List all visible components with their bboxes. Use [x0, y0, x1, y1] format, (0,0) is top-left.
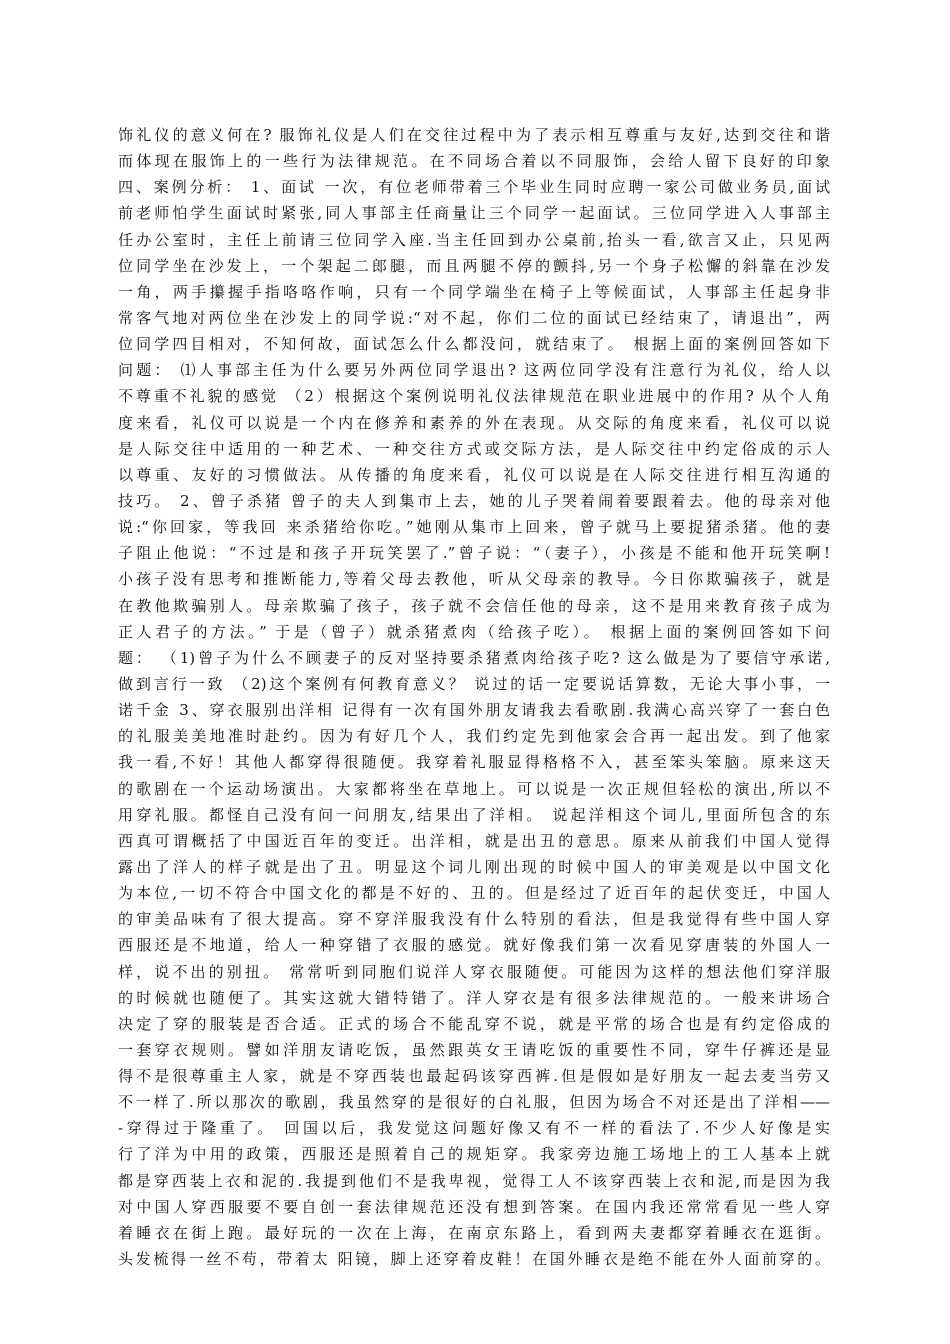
text-line: 对中国人穿西服要不要自创一套法律规范还没有想到答案。在国内我还常常看见一些人穿 — [118, 1197, 830, 1216]
text-line: 西服还是不地道，给人一种穿错了衣服的感觉。就好像我们第一次看见穿唐装的外国人一 — [118, 936, 830, 955]
text-line: 行了洋为中用的政策，西服还是照着自己的规矩穿。我家旁边施工场地上的工人基本上就 — [118, 1145, 830, 1164]
text-line: 位同学四目相对，不知何故，面试怎么什么都没问，就结束了。 根据上面的案例回答如下 — [118, 335, 830, 354]
text-line: 一套穿衣规则。譬如洋朋友请吃饭，虽然跟英女王请吃饭的重要性不同，穿牛仔裤还是显 — [118, 1040, 830, 1059]
text-line: 样，说不出的别扭。 常常听到同胞们说洋人穿衣服随便。可能因为这样的想法他们穿洋服 — [118, 962, 830, 981]
text-line: 一角，两手攥握手指咯咯作响，只有一个同学端坐在椅子上等候面试，人事部主任起身非 — [118, 282, 830, 301]
text-line: 不尊重不礼貌的感觉 （2）根据这个案例说明礼仪法律规范在职业进展中的作用? 从个人角 — [118, 387, 830, 406]
text-line: 头发梳得一丝不苟，带着太 阳镜，脚上还穿着皮鞋！在国外睡衣是绝不能在外人面前穿的。 — [118, 1250, 830, 1269]
text-line: 说:“你回家，等我回 来杀猪给你吃。”她刚从集市上回来，曾子就马上要捉猪杀猪。他的妻 — [118, 518, 830, 537]
text-line: 常客气地对两位坐在沙发上的同学说:“对不起，你们二位的面试已经结束了，请退出”，两 — [118, 308, 830, 327]
text-line: 的歌剧在一个运动场演出。大家都将坐在草地上。可以说是一次正规但轻松的演出,所以不 — [118, 779, 830, 798]
text-line: 而体现在服饰上的一些行为法律规范。在不同场合着以不同服饰，会给人留下良好的印象 — [118, 152, 830, 171]
text-line: -穿得过于隆重了。 回国以后，我发觉这问题好像又有不一样的看法了.不少人好像是实 — [118, 1119, 830, 1138]
text-line: 题： （1)曾子为什么不顾妻子的反对坚持要杀猪煮肉给孩子吃? 这么做是为了要信守承诺, — [118, 648, 830, 667]
text-line: 为本位,一切不符合中国文化的都是不好的、丑的。但是经过了近百年的起伏变迁，中国人 — [118, 884, 830, 903]
text-line: 西真可谓概括了中国近百年的变迁。出洋相，就是出丑的意思。原来从前我们中国人觉得 — [118, 831, 830, 850]
text-line: 饰礼仪的意义何在? 服饰礼仪是人们在交往过程中为了表示相互尊重与友好,达到交往和谐 — [118, 126, 830, 144]
text-line: 不一样了.所以那次的歌剧，我虽然穿的是很好的白礼服，但因为场合不对还是出了洋相—— — [118, 1093, 830, 1112]
text-line: 的审美品味有了很大提高。穿不穿洋服我没有什么特别的看法，但是我觉得有些中国人穿 — [118, 910, 830, 929]
text-line: 问题： ⑴人事部主任为什么要另外两位同学退出? 这两位同学没有注意行为礼仪，给人以 — [118, 361, 830, 380]
text-line: 诺千金 3、穿衣服别出洋相 记得有一次有国外朋友请我去看歌剧.我满心高兴穿了一套白色 — [118, 701, 830, 720]
text-line: 的礼服美美地准时赴约。因为有好几个人，我们约定先到他家会合再一起出发。到了他家 — [118, 727, 830, 746]
text-line: 用穿礼服。都怪自己没有问一问朋友,结果出了洋相。 说起洋相这个词儿,里面所包含的东 — [118, 805, 830, 824]
text-line: 技巧。 2、曾子杀猪 曾子的夫人到集市上去，她的儿子哭着闹着要跟着去。他的母亲对他 — [118, 491, 830, 510]
text-line: 都是穿西装上衣和泥的.我提到他们不是我卑视，觉得工人不该穿西装上衣和泥,而是因为我 — [118, 1171, 830, 1190]
text-line: 度来看，礼仪可以说是一个内在修养和素养的外在表现。从交际的角度来看，礼仪可以说 — [118, 413, 830, 432]
text-line: 在教他欺骗别人。母亲欺骗了孩子，孩子就不会信任他的母亲，这不是用来教育孩子成为 — [118, 596, 830, 615]
text-line: 正人君子的方法。” 于是（曾子）就杀猪煮肉（给孩子吃）。 根据上面的案例回答如下问 — [118, 622, 830, 641]
text-line: 露出了洋人的样子就是出了丑。明显这个词儿刚出现的时候中国人的审美观是以中国文化 — [118, 857, 830, 876]
text-line: 得不是很尊重主人家，就是不穿西装也最起码该穿西裤.但是假如是好朋友一起去麦当劳又 — [118, 1067, 830, 1086]
text-line: 四、案例分析： 1、面试 一次，有位老师带着三个毕业生同时应聘一家公司做业务员,面试 — [118, 178, 830, 197]
text-line: 的时候就也随便了。其实这就大错特错了。洋人穿衣是有很多法律规范的。一般来讲场合 — [118, 988, 830, 1007]
text-line: 是人际交往中适用的一种艺术、一种交往方式或交际方法，是人际交往中约定俗成的示人 — [118, 439, 830, 458]
text-line: 以尊重、友好的习惯做法。从传播的角度来看，礼仪可以说是在人际交往进行相互沟通的 — [118, 465, 830, 484]
text-line: 小孩子没有思考和推断能力,等着父母去教他，听从父母亲的教导。今日你欺骗孩子，就是 — [118, 570, 830, 589]
text-line: 决定了穿的服装是否合适。正式的场合不能乱穿不说，就是平常的场合也是有约定俗成的 — [118, 1014, 830, 1033]
text-line: 做到言行一致 （2)这个案例有何教育意义？ 说过的话一定要说话算数，无论大事小事，一 — [118, 674, 830, 693]
text-line: 着睡衣在街上跑。最好玩的一次在上海，在南京东路上，看到两夫妻都穿着睡衣在逛街。 — [118, 1223, 830, 1242]
body-text — [118, 122, 830, 1272]
text-line: 我一看,不好！其他人都穿得很随便。我穿着礼服显得格格不入，甚至笨头笨脑。原来这天 — [118, 753, 830, 772]
text-line: 任办公室时，主任上前请三位同学入座.当主任回到办公桌前,抬头一看,欲言又止，只见两 — [118, 230, 830, 249]
text-line: 前老师怕学生面试时紧张,同人事部主任商量让三个同学一起面试。三位同学进入人事部主 — [118, 204, 830, 223]
text-line: 位同学坐在沙发上，一个架起二郎腿，而且两腿不停的颤抖,另一个身子松懈的斜靠在沙发 — [118, 256, 830, 275]
text-line: 子阻止他说：“不过是和孩子开玩笑罢了.”曾子说：“（妻子），小孩是不能和他开玩笑啊! — [118, 544, 830, 563]
